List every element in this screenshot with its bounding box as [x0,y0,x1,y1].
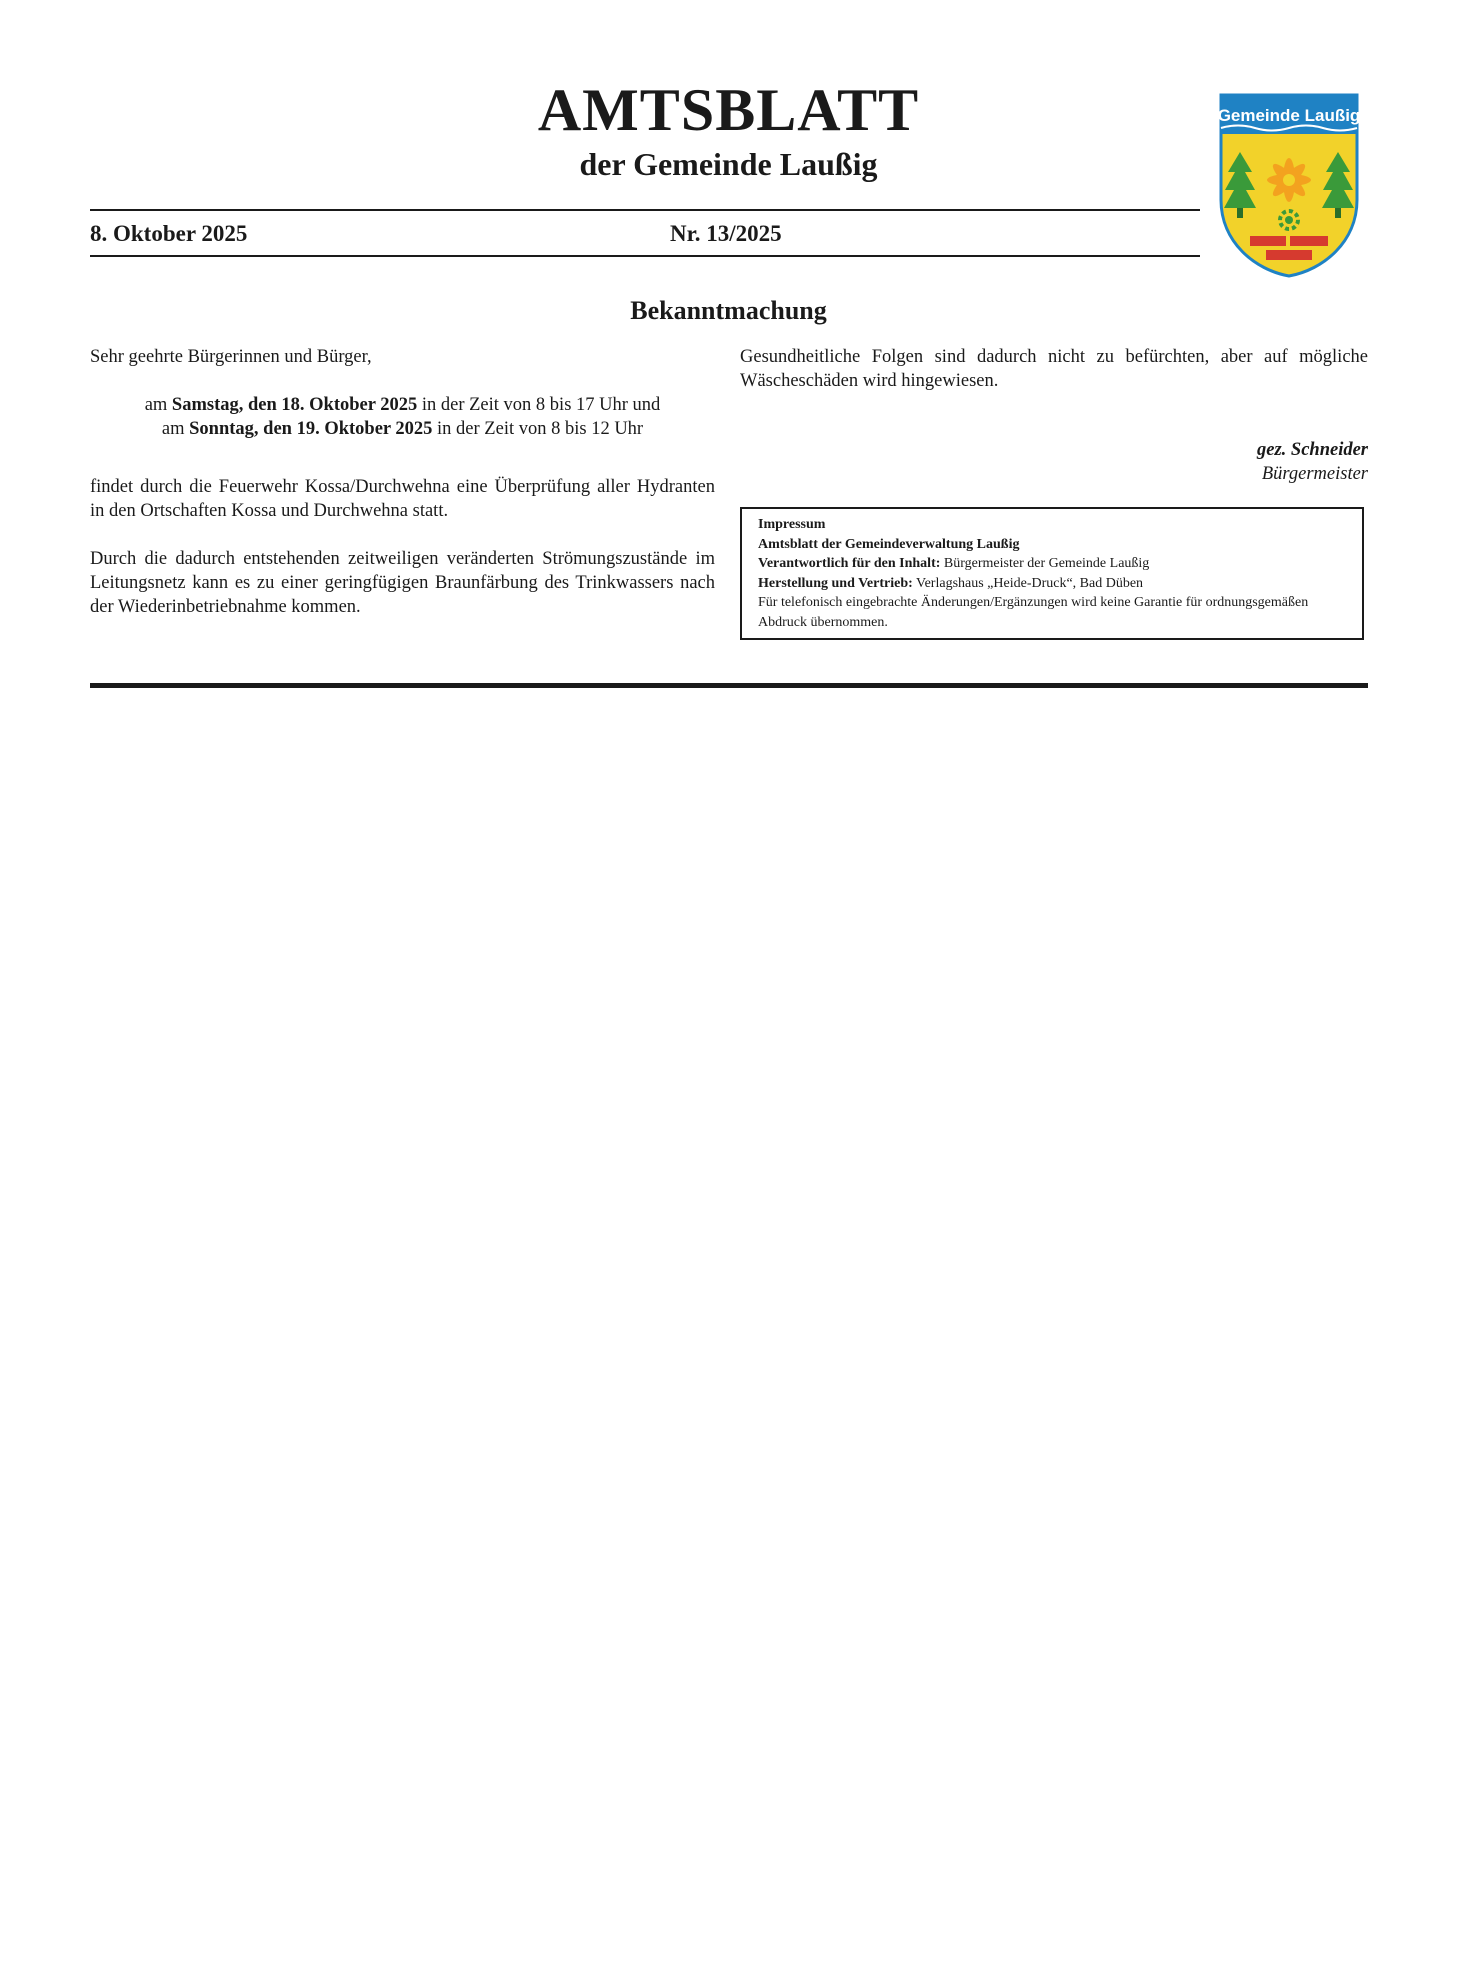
signature-role: Bürgermeister [1261,464,1368,484]
issue-date: 8. Oktober 2025 [90,221,248,246]
notice-heading: Bekanntmachung [630,296,827,325]
impressum-box [740,507,1364,640]
schedule-time: in der Zeit von 8 bis 17 Uhr und [417,395,661,415]
masthead-subtitle: der Gemeinde Laußig [579,146,878,182]
municipality-crest [1218,92,1360,278]
notice-paragraph-3: Gesundheitliche Folgen sind dadurch nicht zu befürchten, aber auf mögliche Wäscheschäden wird hingewiesen. [740,347,1368,391]
page-end-rule [90,683,1368,688]
impressum-responsible: Verantwortlich für den Inhalt: Bürgermeister der Gemeinde Laußig [758,556,1150,571]
schedule-prefix: am [161,419,190,439]
notice-left-column [90,345,715,619]
schedule-line-1 [90,393,715,417]
schedule-line-2 [90,417,715,441]
signature-name: gez. Schneider [1257,440,1368,460]
grain-star-icon [1267,158,1311,202]
schedule-day: Samstag, den 18. Oktober 2025 [171,395,418,415]
schedule-day: Sonntag, den 19. Oktober 2025 [189,419,433,439]
notice-paragraph-1: findet durch die Feuerwehr Kossa/Durchwehna eine Überprüfung aller Hydranten in den Ortschaften Kossa und Durchwehna statt. [90,477,715,521]
impressum-production: Herstellung und Vertrieb: Verlagshaus „Heide-Druck“, Bad Düben [758,575,1144,591]
header-bottom-rule [90,255,1200,257]
impressum-publication: Amtsblatt der Gemeindeverwaltung Laußig [758,536,1020,552]
impressum-disclaimer: Für telefonisch eingebrachte Änderungen/Ergänzungen wird keine Garantie für ordnungsgemäßen Abdruck übernommen. [758,595,1309,630]
salutation: Sehr geehrte Bürgerinnen und Bürger, [90,347,372,367]
issue-number: Nr. 13/2025 [670,221,782,246]
notice-paragraph-2: Durch die dadurch entstehenden zeitweiligen veränderten Strömungszustände im Leitungsnetz kann es zu einer geringfügigen Braunfärbung des Trinkwassers nach der Wiederinbetriebnahme kommen. [90,549,715,617]
crest-lettering: Gemeinde Laußig [1218,106,1360,125]
impressum-title: Impressum [758,517,826,532]
masthead-title: AMTSBLATT [537,77,920,143]
schedule-time: in der Zeit von 8 bis 12 Uhr [432,419,644,439]
header-top-rule [90,209,1200,211]
schedule-prefix: am [144,395,172,415]
notice-right-column [740,345,1368,486]
